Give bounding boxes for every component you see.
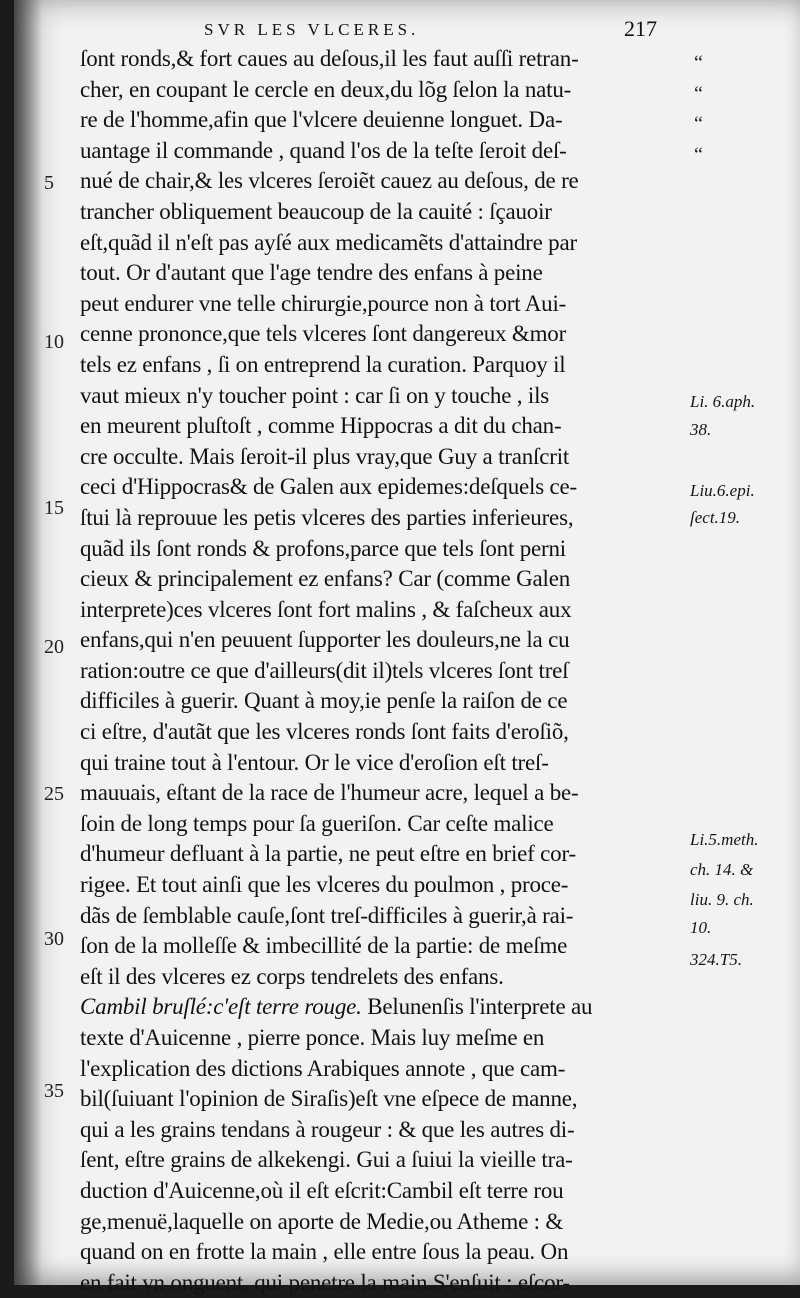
line-number: 15	[44, 497, 64, 519]
text-line: en meurent pluſtoſt , comme Hippocras a dit du chan-	[80, 413, 562, 439]
quote-mark: “	[694, 144, 703, 166]
book-page	[14, 0, 800, 1295]
text-line: en fait vn onguent, qui penetre la main.S'enſuit : eſcor-	[80, 1269, 570, 1295]
text-line: ci eſtre, d'autãt que les vlceres ronds ſont faits d'eroſiõ,	[80, 719, 569, 745]
text-line: cenne prononce,que tels vlceres ſont dangereux &mor	[80, 321, 567, 347]
text-line: re de l'homme,afin que l'vlcere deuienne longuet. Da-	[80, 107, 563, 133]
text-line: l'explication des dictions Arabiques annote , que cam-	[80, 1055, 566, 1081]
text-line: peut endurer vne telle chirurgie,pource non à tort Aui-	[80, 290, 567, 316]
text-line: interprete)ces vlceres ſont fort malins , & faſcheux aux	[80, 596, 572, 622]
text-line: d'humeur defluant à la partie, ne peut eſtre en brief cor-	[80, 841, 576, 867]
text-line: duction d'Auicenne,où il eſt eſcrit:Cambil eſt terre rou	[80, 1177, 564, 1203]
text-line: quand on en frotte la main , elle entre ſous la peau. On	[80, 1239, 569, 1265]
text-line: ſent, eſtre grains de alkekengi. Gui a ſuiui la vieille tra-	[80, 1147, 573, 1173]
text-line: cre occulte. Mais ſeroit-il plus vray,que Guy a tranſcrit	[80, 443, 570, 469]
text-line: rigee. Et tout ainſi que les vlceres du poulmon , proce-	[80, 872, 569, 898]
text-line: ſoin de long temps pour ſa gueriſon. Car ceſte malice	[80, 810, 554, 836]
margin-note: liu. 9. ch.	[690, 890, 754, 909]
text-line: mauuais, eſtant de la race de l'humeur acre, lequel a be-	[80, 780, 579, 806]
running-head: SVR LES VLCERES.	[204, 20, 420, 39]
line-number: 25	[44, 783, 64, 805]
text-line: nué de chair,& les vlceres ſeroiẽt cauez au deſous, de re	[80, 168, 579, 194]
margin-note: Li.5.meth.	[690, 830, 759, 849]
text-line: qui a les grains tendans à rougeur : & que les autres di-	[80, 1116, 575, 1142]
lemma-line	[80, 992, 690, 1023]
quote-mark: “	[694, 83, 703, 105]
text-line: quãd ils ſont ronds & profons,parce que tels ſont perni	[80, 535, 566, 561]
margin-note: ſect.19.	[690, 508, 741, 527]
body-text	[80, 44, 690, 1298]
text-line: cher, en coupant le cercle en deux,du lõg ſelon la natu-	[80, 76, 572, 102]
quote-mark: “	[694, 113, 703, 135]
line-number: 5	[44, 172, 54, 194]
text-line: uantage il commande , quand l'os de la teſte ſeroit deſ-	[80, 137, 567, 163]
line-number: 10	[44, 331, 64, 353]
text-line: eſt il des vlceres ez corps tendrelets des enfans.	[80, 963, 504, 989]
text-line: qui traine tout à l'entour. Or le vice d'eroſion eſt treſ-	[80, 749, 549, 775]
text-line: trancher obliquement beaucoup de la cauité : ſçauoir	[80, 198, 552, 224]
margin-note: Liu.6.epi.	[690, 481, 755, 500]
text-line: ſtui là reprouue les petis vlceres des parties inferieures,	[80, 504, 574, 530]
text-line: bil(ſuiuant l'opinion de Siraſis)eſt vne eſpece de manne,	[80, 1086, 578, 1112]
margin-note: 38.	[690, 420, 712, 439]
text-line: ſont ronds,& fort caues au deſous,il les faut auſſi retran-	[80, 46, 579, 71]
text-line: difficiles à guerir. Quant à moy,ie penſe la raiſon de ce	[80, 688, 568, 714]
text-line: tels ez enfans , ſi on entreprend la curation. Parquoy il	[80, 351, 566, 377]
page-number: 217	[624, 16, 657, 41]
text-line: texte d'Auicenne , pierre ponce. Mais luy meſme en	[80, 1025, 545, 1050]
text-line: ſon de la molleſſe & imbecillité de la partie: de meſme	[80, 933, 568, 959]
line-number: 35	[44, 1080, 64, 1102]
margin-note: Li. 6.aph.	[690, 392, 756, 411]
text-line: ration:outre ce que d'ailleurs(dit il)tels vlceres ſont treſ	[80, 657, 569, 683]
text-line: ge,menuë,laquelle on aporte de Medie,ou Atheme : &	[80, 1208, 564, 1234]
text-line: enfans,qui n'en peuuent ſupporter les douleurs,ne la cu	[80, 627, 570, 653]
text-line: cieux & principalement ez enfans? Car (comme Galen	[80, 566, 571, 592]
text-line: vaut mieux n'y toucher point : car ſi on y touche , ils	[80, 382, 550, 408]
quote-mark: “	[694, 52, 703, 74]
gutter-shadow	[14, 0, 42, 1285]
text-line: tout. Or d'autant que l'age tendre des enfans à peine	[80, 260, 543, 286]
text-span: Belunenſis l'interprete au	[367, 994, 593, 1020]
margin-note: 324.T5.	[690, 950, 742, 969]
text-line: eſt,quãd il n'eſt pas ayſé aux medicamẽts d'attaindre par	[80, 229, 577, 255]
text-line: dãs de ſemblable cauſe,ſont treſ-difficiles à guerir,à rai-	[80, 902, 574, 928]
lemma: Cambil bruſlé:c'eſt terre rouge.	[80, 994, 362, 1020]
line-number: 30	[44, 928, 64, 950]
margin-note: 10.	[690, 918, 712, 937]
margin-note: ch. 14. &	[690, 860, 754, 879]
text-line: ceci d'Hippocras& de Galen aux epidemes:deſquels ce-	[80, 474, 577, 500]
line-number: 20	[44, 636, 64, 658]
